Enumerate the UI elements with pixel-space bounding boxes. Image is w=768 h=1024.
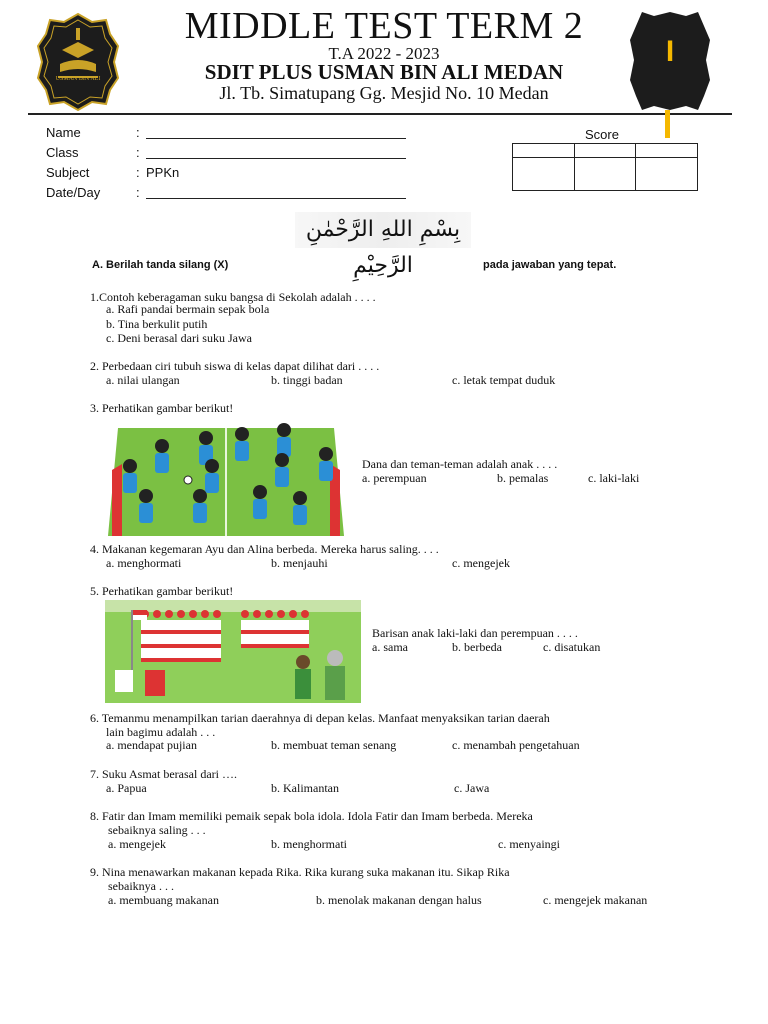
score-cell[interactable]	[574, 158, 636, 191]
question-9-text: 9. Nina menawarkan makanan kepada Rika. Rika kurang suka makanan itu. Sikap Rika	[90, 865, 510, 879]
q3-option-c[interactable]: c. laki-laki	[588, 471, 640, 485]
q5-option-b[interactable]: b. berbeda	[452, 640, 502, 654]
question-3-text: 3. Perhatikan gambar berikut!	[90, 401, 234, 415]
q4-option-c[interactable]: c. mengejek	[452, 556, 510, 570]
q4-option-b[interactable]: b. menjauhi	[271, 556, 328, 570]
q1-option-a[interactable]: a. Rafi pandai bermain sepak bola	[106, 302, 270, 316]
score-cell[interactable]	[636, 158, 698, 191]
q2-option-b[interactable]: b. tinggi badan	[271, 373, 343, 387]
q3-prompt: Dana dan teman-teman adalah anak . . . .	[362, 457, 558, 471]
score-table	[512, 143, 698, 191]
q1-option-b[interactable]: b. Tina berkulit putih	[106, 317, 208, 331]
school-name: SDIT PLUS USMAN BIN ALI MEDAN	[204, 60, 564, 84]
class-label: Class	[46, 145, 79, 160]
flag-ceremony-illustration	[105, 600, 361, 703]
subject-colon: :	[136, 165, 140, 180]
football-field-illustration	[108, 418, 344, 536]
section-heading: A. Berilah tanda silang (X)	[92, 259, 229, 271]
question-9-text-cont: sebaiknya . . .	[108, 879, 174, 893]
q7-option-a[interactable]: a. Papua	[106, 781, 147, 795]
question-8-text-cont: sebaiknya saling . . .	[108, 823, 206, 837]
class-colon: :	[136, 145, 140, 160]
q2-option-c[interactable]: c. letak tempat duduk	[452, 373, 556, 387]
question-7-text: 7. Suku Asmat berasal dari ….	[90, 767, 237, 781]
date-colon: :	[136, 185, 140, 200]
q8-option-a[interactable]: a. mengejek	[108, 837, 166, 851]
score-cell[interactable]	[513, 144, 575, 158]
question-2-text: 2. Perbedaan ciri tubuh siswa di kelas dapat dilihat dari . . . .	[90, 359, 380, 373]
q3-option-b[interactable]: b. pemalas	[497, 471, 549, 485]
question-6-text-cont: lain bagimu adalah . . .	[106, 725, 216, 739]
accent-bar	[665, 110, 670, 138]
logo-caption: USMAN BIN ALI	[55, 76, 101, 82]
q7-option-b[interactable]: b. Kalimantan	[271, 781, 339, 795]
q3-option-a[interactable]: a. perempuan	[362, 471, 427, 485]
grade-letter: I	[665, 35, 675, 68]
basmala-calligraphy: بِسْمِ اللهِ الرَّحْمٰنِ الرَّحِيْمِ	[295, 212, 471, 248]
header-divider	[28, 113, 732, 115]
subject-value: PPKn	[146, 165, 180, 180]
q2-option-a[interactable]: a. nilai ulangan	[106, 373, 180, 387]
name-colon: :	[136, 125, 140, 140]
academic-year: T.A 2022 - 2023	[328, 44, 440, 63]
name-label: Name	[46, 125, 81, 140]
school-address: Jl. Tb. Simatupang Gg. Mesjid No. 10 Medan	[219, 83, 549, 103]
section-heading-tail: pada jawaban yang tepat.	[483, 259, 617, 271]
score-cell[interactable]	[513, 158, 575, 191]
class-field[interactable]	[146, 158, 406, 159]
question-8-text: 8. Fatir dan Imam memiliki pemaik sepak bola idola. Idola Fatir dan Imam berbeda. Mereka	[90, 809, 533, 823]
score-cell[interactable]	[574, 144, 636, 158]
q6-option-c[interactable]: c. menambah pengetahuan	[452, 738, 580, 752]
date-label: Date/Day	[46, 185, 101, 200]
q8-option-c[interactable]: c. menyaingi	[498, 837, 560, 851]
q6-option-a[interactable]: a. mendapat pujian	[106, 738, 197, 752]
q8-option-b[interactable]: b. menghormati	[271, 837, 347, 851]
subject-label: Subject	[46, 165, 90, 180]
question-6-text: 6. Temanmu menampilkan tarian daerahnya di depan kelas. Manfaat menyaksikan tarian daerah	[90, 711, 550, 725]
q1-option-c[interactable]: c. Deni berasal dari suku Jawa	[106, 331, 252, 345]
q5-option-c[interactable]: c. disatukan	[543, 640, 601, 654]
date-field[interactable]	[146, 198, 406, 199]
q9-option-a[interactable]: a. membuang makanan	[108, 893, 219, 907]
q5-option-a[interactable]: a. sama	[372, 640, 408, 654]
question-1-text: 1.Contoh keberagaman suku bangsa di Sekolah adalah . . . .	[90, 290, 376, 304]
question-5-text: 5. Perhatikan gambar berikut!	[90, 584, 234, 598]
q9-option-b[interactable]: b. menolak makanan dengan halus	[316, 893, 482, 907]
q6-option-b[interactable]: b. membuat teman senang	[271, 738, 397, 752]
q7-option-c[interactable]: c. Jawa	[454, 781, 490, 795]
score-label: Score	[585, 127, 619, 142]
q4-option-a[interactable]: a. menghormati	[106, 556, 182, 570]
test-title: MIDDLE TEST TERM 2	[184, 5, 584, 47]
question-4-text: 4. Makanan kegemaran Ayu dan Alina berbeda. Mereka harus saling. . . .	[90, 542, 439, 556]
name-field[interactable]	[146, 138, 406, 139]
q5-prompt: Barisan anak laki-laki dan perempuan . . . .	[372, 626, 578, 640]
score-cell[interactable]	[636, 144, 698, 158]
q9-option-c[interactable]: c. mengejek makanan	[543, 893, 648, 907]
